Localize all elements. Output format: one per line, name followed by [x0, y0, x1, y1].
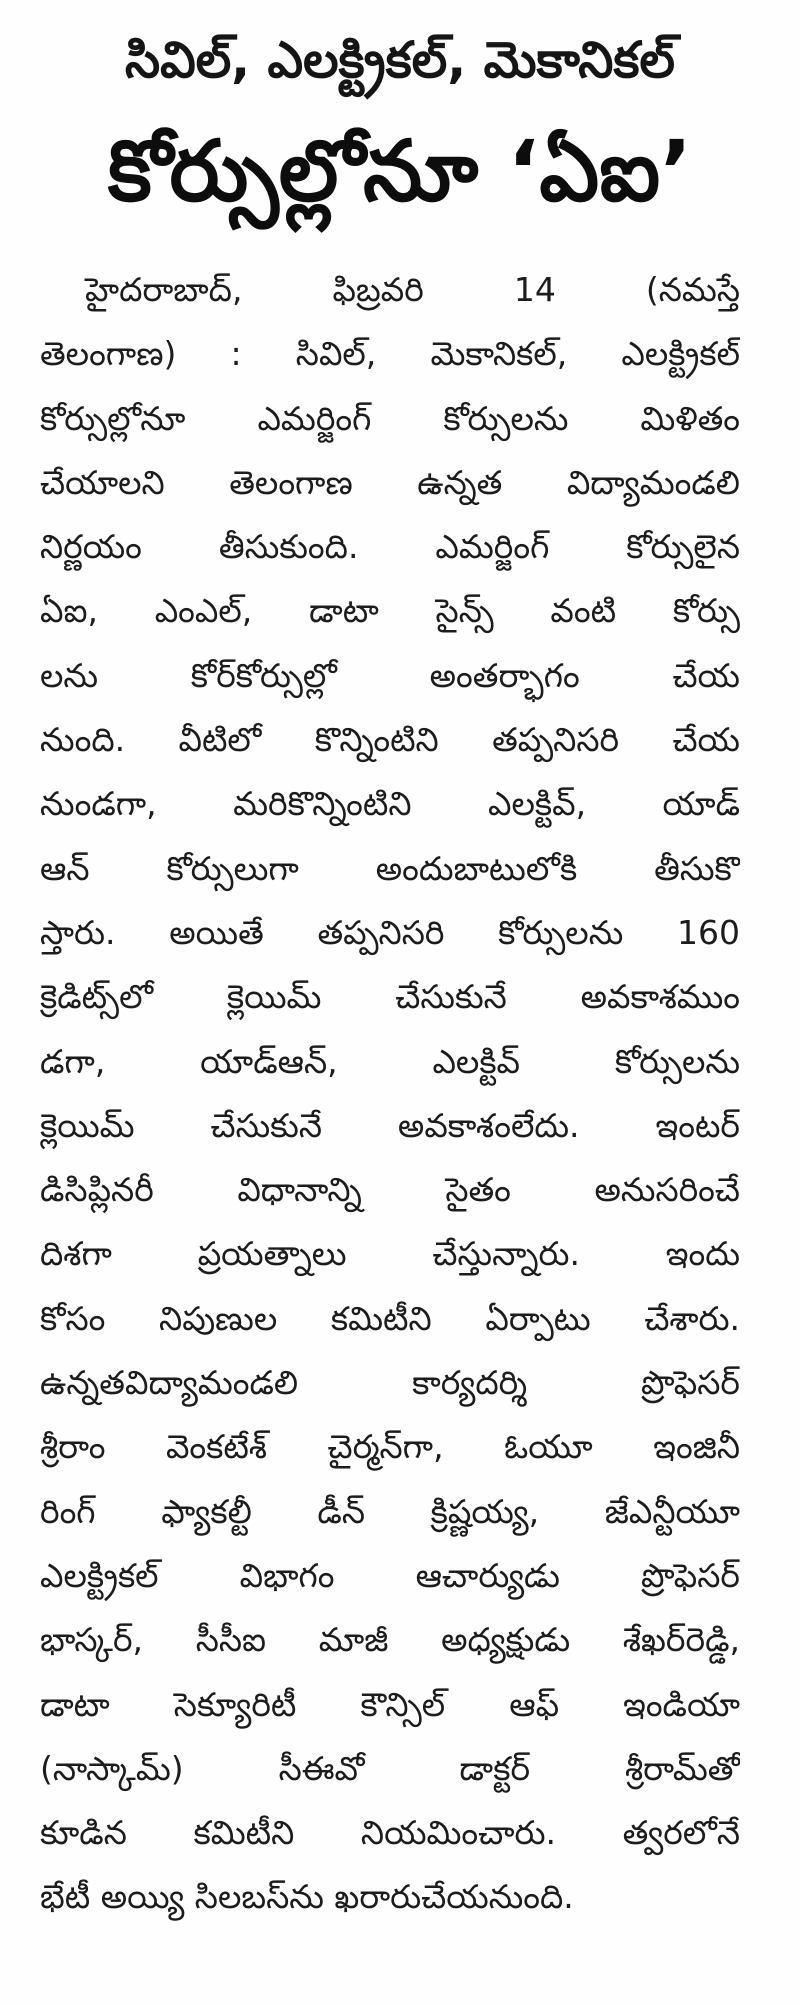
article-body-line: (నాస్కామ్) సీఈవో డాక్టర్ శ్రీరామ్‌తో: [40, 1748, 740, 1788]
article-body-line: శ్రీరాం వెంకటేశ్ చైర్మన్‌గా, ఓయూ ఇంజినీ: [40, 1427, 740, 1467]
article-body-line: నుంది. వీటిలో కొన్నింటిని తప్పనిసరి చేయ: [40, 720, 740, 760]
article-body-line: ఏఐ, ఎంఎల్, డాటా సైన్స్ వంటి కోర్సు: [40, 591, 740, 631]
article-body-line: లను కోర్‌కోర్సుల్లో అంతర్భాగం చేయ: [40, 655, 740, 695]
article-body-line: హైదరాబాద్, ఫిబ్రవరి 14 (నమస్తే: [85, 270, 740, 309]
article-body-line: ఎలక్ట్రికల్ విభాగం ఆచార్యుడు ప్రొఫెసర్: [40, 1555, 740, 1595]
article-body-line: నుండగా, మరికొన్నింటిని ఎలక్టివ్, యాడ్: [40, 784, 740, 824]
article-body-line: స్తారు. అయితే తప్పనిసరి కోర్సులను 160: [40, 912, 740, 952]
article-headline: కోర్సుల్లోనూ ‘ఏఐ’: [107, 122, 693, 220]
article-body: [40, 258, 740, 1930]
article-body-line: రింగ్ ఫ్యాకల్టీ డీన్ క్రిష్ణయ్య, జేఎన్టీయూ: [40, 1491, 740, 1531]
article-body-line: క్రెడిట్స్‌లో క్లెయిమ్ చేసుకునే అవకాశముం: [40, 977, 740, 1017]
article-body-line: డగా, యాడ్‌ఆన్, ఎలక్టివ్ కోర్సులను: [40, 1041, 740, 1081]
article-kicker: సివిల్, ఎలక్ట్రికల్, మెకానికల్: [125, 31, 675, 89]
article-body-line: నిర్ణయం తీసుకుంది. ఎమర్జింగ్ కోర్సులైన: [40, 527, 740, 567]
article-body-line: భాస్కర్, సీసీఐ మాజీ అధ్యక్షుడు శేఖర్‌రెడ్డి,: [40, 1620, 740, 1660]
article-body-line: దిశగా ప్రయత్నాలు చేస్తున్నారు. ఇందు: [40, 1234, 740, 1274]
article-body-line: ఆన్ కోర్సులుగా అందుబాటులోకి తీసుకొ: [40, 848, 740, 888]
article-body-line: ఉన్నతవిద్యామండలి కార్యదర్శి ప్రొఫెసర్: [40, 1363, 740, 1403]
article-body-line: డిసిప్లినరీ విధానాన్ని సైతం అనుసరించే: [40, 1170, 740, 1210]
article-body-line: కోసం నిపుణుల కమిటీని ఏర్పాటు చేశారు.: [40, 1298, 740, 1338]
article-body-line: కూడిన కమిటీని నియమించారు. త్వరలోనే: [40, 1813, 740, 1853]
article-body-line: డాటా సెక్యూరిటీ కౌన్సిల్ ఆఫ్ ఇండియా: [40, 1684, 740, 1724]
article-body-line: క్లెయిమ్ చేసుకునే అవకాశంలేదు. ఇంటర్: [40, 1105, 740, 1145]
article-body-line: భేటీ అయ్యి సిలబస్‌ను ఖరారుచేయనుంది.: [40, 1877, 574, 1917]
article-body-line: కోర్సుల్లోనూ ఎమర్జింగ్ కోర్సులను మిళితం: [40, 398, 740, 438]
article-body-line: తెలంగాణ) : సివిల్, మెకానికల్, ఎలక్ట్రికల్: [40, 334, 740, 374]
article-body-line: చేయాలని తెలంగాణ ఉన్నత విద్యామండలి: [40, 462, 740, 502]
